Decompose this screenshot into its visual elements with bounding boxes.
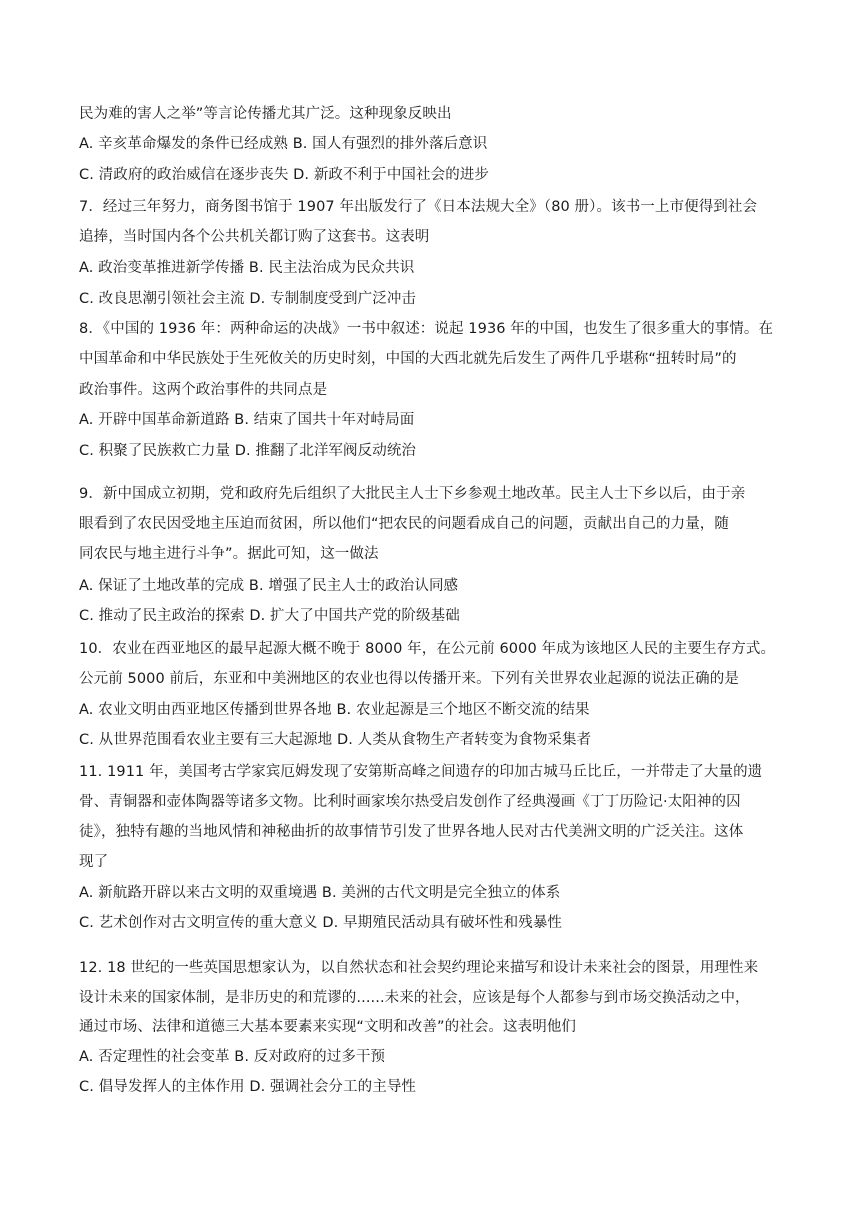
text-line: C. 积聚了民族救亡力量 D. 推翻了北洋军阀反动统治: [79, 443, 417, 459]
text-line: 7．经过三年努力，商务图书馆于 1907 年出版发行了《日本法规大全》（80 册）。该书一上市便得到社会: [79, 199, 758, 215]
text-line: 同农民与地主进行斗争”。据此可知，这一做法: [79, 546, 379, 562]
text-line: 12. 18 世纪的一些英国思想家认为，以自然状态和社会契约理论来描写和设计未来社会的图景，用理性来: [79, 960, 759, 976]
text-line: A. 保证了土地改革的完成 B. 增强了民主人士的政治认同感: [79, 578, 459, 594]
text-line: 10．农业在西亚地区的最早起源大概不晚于 8000 年，在公元前 6000 年成为该地区人民的主要生存方式。: [79, 641, 776, 657]
text-line: 骨、青铜器和壶体陶器等诸多文物。比利时画家埃尔热受启发创作了经典漫画《丁丁历险记·太阳神的囚: [79, 794, 741, 810]
text-line: A. 新航路开辟以来古文明的双重境遇 B. 美洲的古代文明是完全独立的体系: [79, 885, 561, 901]
text-line: 中国革命和中华民族处于生死攸关的历史时刻，中国的大西北就先后发生了两件几乎堪称“扭转时局”的: [79, 351, 737, 367]
text-line: 8．《中国的 1936 年：两种命运的决战》一书中叙述：说起 1936 年的中国，也发生了很多重大的事情。在: [79, 321, 774, 337]
text-line: 现了: [79, 854, 109, 870]
text-line: C. 倡导发挥人的主体作用 D. 强调社会分工的主导性: [79, 1079, 417, 1095]
text-line: 追捧，当时国内各个公共机关都订购了这套书。这表明: [79, 229, 430, 245]
text-line: A. 开辟中国革命新道路 B. 结束了国共十年对峙局面: [79, 412, 415, 428]
text-line: 9．新中国成立初期，党和政府先后组织了大批民主人士下乡参观土地改革。民主人士下乡以后，由于亲: [79, 486, 746, 502]
text-line: C. 清政府的政治威信在逐步丧失 D. 新政不利于中国社会的进步: [79, 167, 490, 183]
text-line: 设计未来的国家体制，是非历史的和荒谬的......未来的社会，应该是每个人都参与到市场交换活动之中，: [79, 990, 750, 1006]
text-line: 民为难的害人之举”等言论传播尤其广泛。这种现象反映出: [79, 106, 452, 122]
text-line: C. 从世界范围看农业主要有三大起源地 D. 人类从食物生产者转变为食物采集者: [79, 732, 592, 748]
text-line: 徒》，独特有趣的当地风情和神秘曲折的故事情节引发了世界各地人民对古代美洲文明的广泛关注。这体: [79, 824, 744, 840]
text-line: 11. 1911 年，美国考古学家宾厄姆发现了安第斯高峰之间遗存的印加古城马丘比丘，一并带走了大量的遗: [79, 764, 763, 780]
text-line: C. 推动了民主政治的探索 D. 扩大了中国共产党的阶级基础: [79, 608, 460, 624]
text-line: A. 辛亥革命爆发的条件已经成熟 B. 国人有强烈的排外落后意识: [79, 136, 488, 152]
text-line: C. 改良思潮引领社会主流 D. 专制制度受到广泛冲击: [79, 291, 417, 307]
text-line: 政治事件。这两个政治事件的共同点是: [79, 382, 328, 398]
text-line: A. 农业文明由西亚地区传播到世界各地 B. 农业起源是三个地区不断交流的结果: [79, 702, 590, 718]
text-line: 公元前 5000 前后，东亚和中美洲地区的农业也得以传播开来。下列有关世界农业起源的说法正确的是: [79, 671, 739, 687]
text-line: C. 艺术创作对古文明宣传的重大意义 D. 早期殖民活动具有破坏性和残暴性: [79, 915, 563, 931]
text-line: A. 否定理性的社会变革 B. 反对政府的过多干预: [79, 1049, 386, 1065]
text-line: 眼看到了农民因受地主压迫而贫困，所以他们“把农民的问题看成自己的问题，贡献出自己的力量，随: [79, 516, 730, 532]
text-line: 通过市场、法律和道德三大基本要素来实现“文明和改善”的社会。这表明他们: [79, 1019, 577, 1035]
text-line: A. 政治变革推进新学传播 B. 民主法治成为民众共识: [79, 260, 415, 276]
